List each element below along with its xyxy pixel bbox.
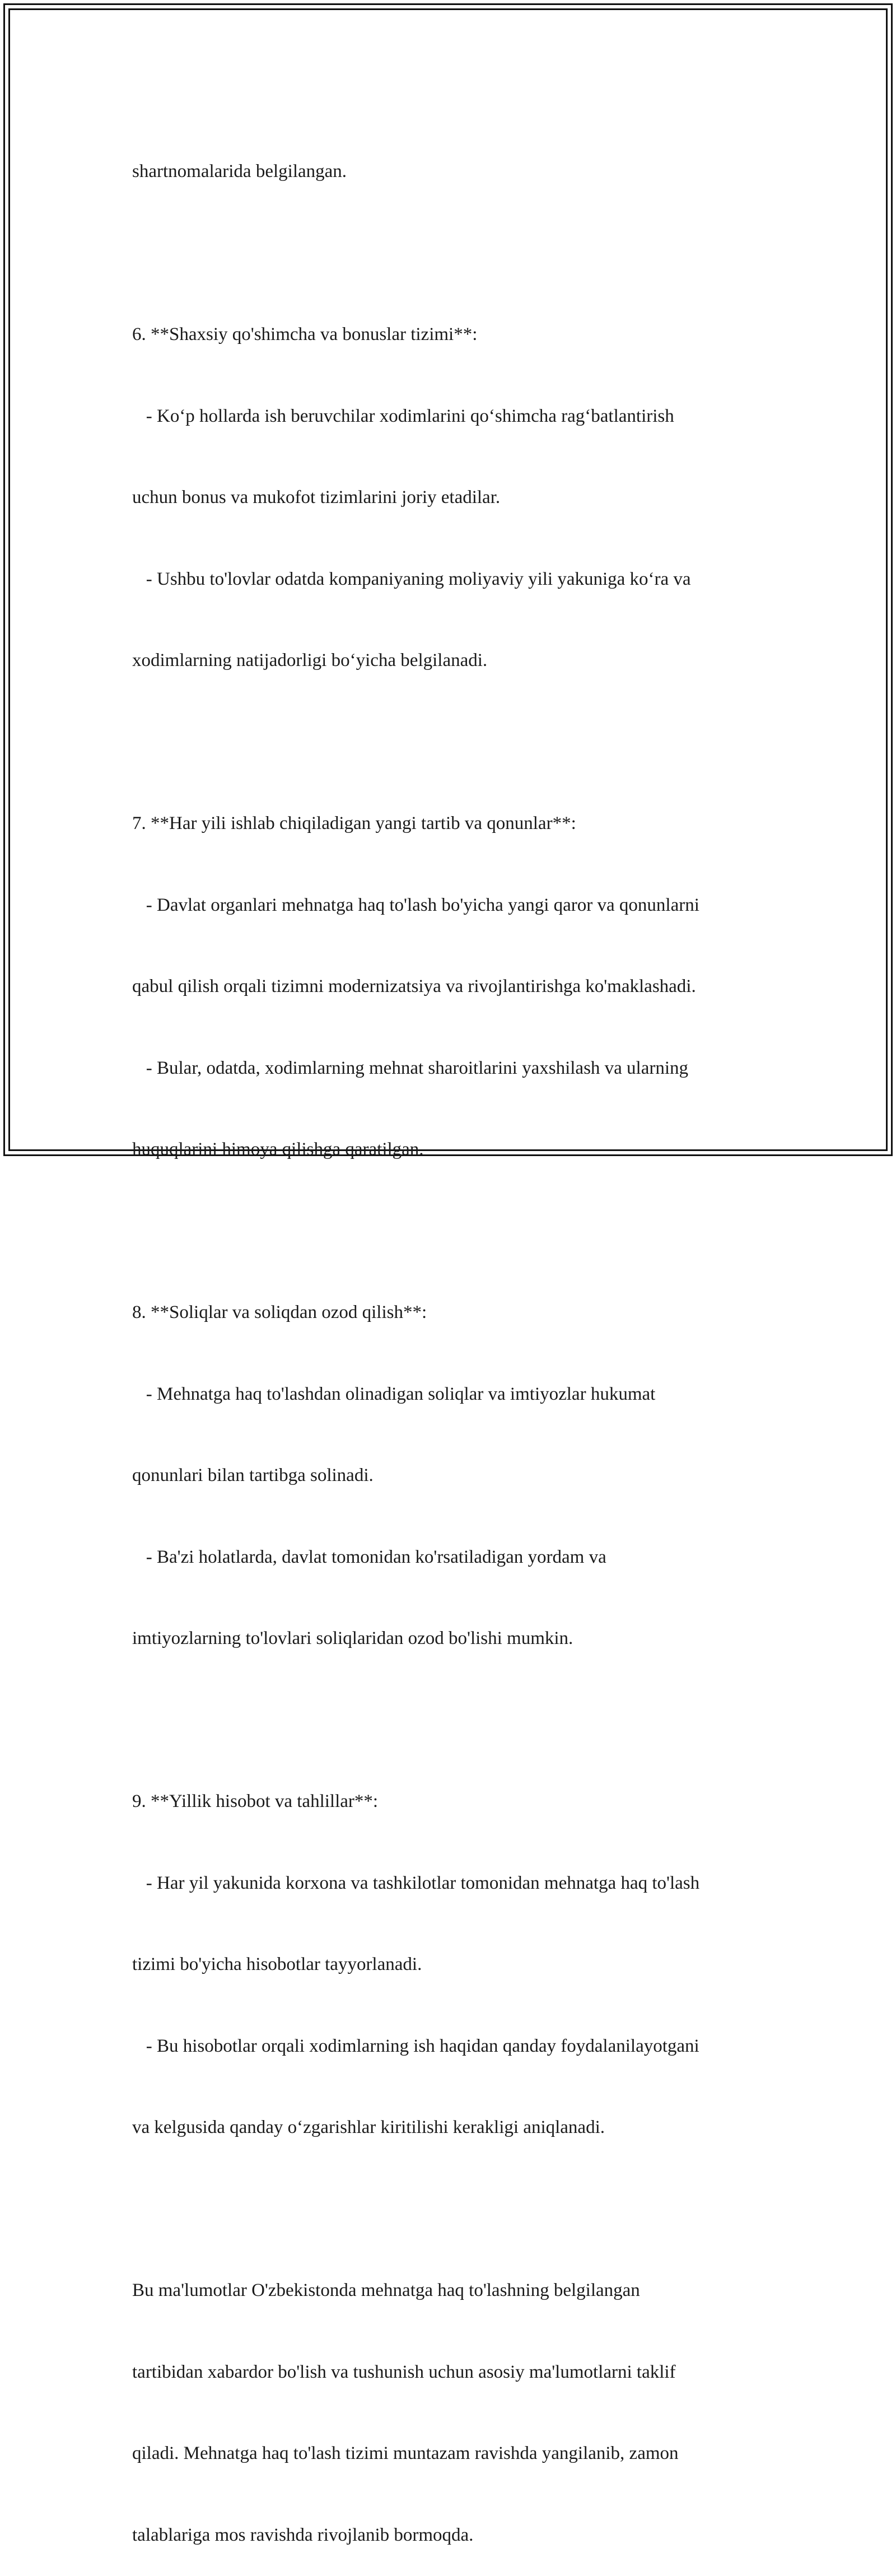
text-line: - Ushbu to'lovlar odatda kompaniyaning moliyaviy yili yakuniga ko‘ra va [132,569,691,589]
text-line: - Ba'zi holatlarda, davlat tomonidan ko'rsatiladigan yordam va [132,1546,606,1567]
blank-line [132,729,793,756]
text-line: va kelgusida qanday o‘zgarishlar kiritilishi kerakligi aniqlanadi. [132,2117,605,2137]
section-heading-8: 8. **Soliqlar va soliqdan ozod qilish**: [132,1302,427,1322]
text-line: shartnomalarida belgilangan. [132,161,347,181]
text-line: - Bu hisobotlar orqali xodimlarning ish haqidan qanday foydalanilayotgani [132,2035,699,2056]
text-line: xodimlarning natijadorligi bo‘yicha belgilanadi. [132,650,488,670]
conclusion-line: tartibidan xabardor bo'lish va tushunish uchun asosiy ma'lumotlarni taklif [132,2361,676,2382]
blank-line [132,2196,793,2223]
blank-line [132,240,793,267]
text-line: uchun bonus va mukofot tizimlarini joriy etadilar. [132,487,501,507]
text-line: tizimi bo'yicha hisobotlar tayyorlanadi. [132,1954,422,1974]
text-line: - Bular, odatda, xodimlarning mehnat sharoitlarini yaxshilash va ularning [132,1058,689,1078]
text-line: - Davlat organlari mehnatga haq to'lash bo'yicha yangi qaror va qonunlarni [132,895,699,915]
text-line: - Mehnatga haq to'lashdan olinadigan soliqlar va imtiyozlar hukumat [132,1384,656,1404]
text-line: qonunlari bilan tartibga solinadi. [132,1465,374,1485]
text-line: - Ko‘p hollarda ish beruvchilar xodimlarini qo‘shimcha rag‘batlantirish [132,406,674,426]
text-line: imtiyozlarning to'lovlari soliqlaridan ozod bo'lishi mumkin. [132,1628,573,1648]
section-heading-7: 7. **Har yili ishlab chiqiladigan yangi tartib va qonunlar**: [132,813,576,833]
text-line: huquqlarini himoya qilishga qaratilgan. [132,1139,424,1159]
section-heading-6: 6. **Shaxsiy qo'shimcha va bonuslar tizimi**: [132,324,478,344]
blank-line [132,1218,793,1245]
conclusion-line: qiladi. Mehnatga haq to'lash tizimi muntazam ravishda yangilanib, zamon [132,2443,679,2463]
document-body [132,104,793,2576]
conclusion-line: Bu ma'lumotlar O'zbekistonda mehnatga haq to'lashning belgilangan [132,2280,640,2300]
text-line: qabul qilish orqali tizimni modernizatsiya va rivojlantirishga ko'maklashadi. [132,976,696,996]
conclusion-line: talablariga mos ravishda rivojlanib bormoqda. [132,2524,474,2545]
blank-line [132,1707,793,1734]
section-heading-9: 9. **Yillik hisobot va tahlillar**: [132,1791,379,1811]
text-line: - Har yil yakunida korxona va tashkilotlar tomonidan mehnatga haq to'lash [132,1872,700,1893]
